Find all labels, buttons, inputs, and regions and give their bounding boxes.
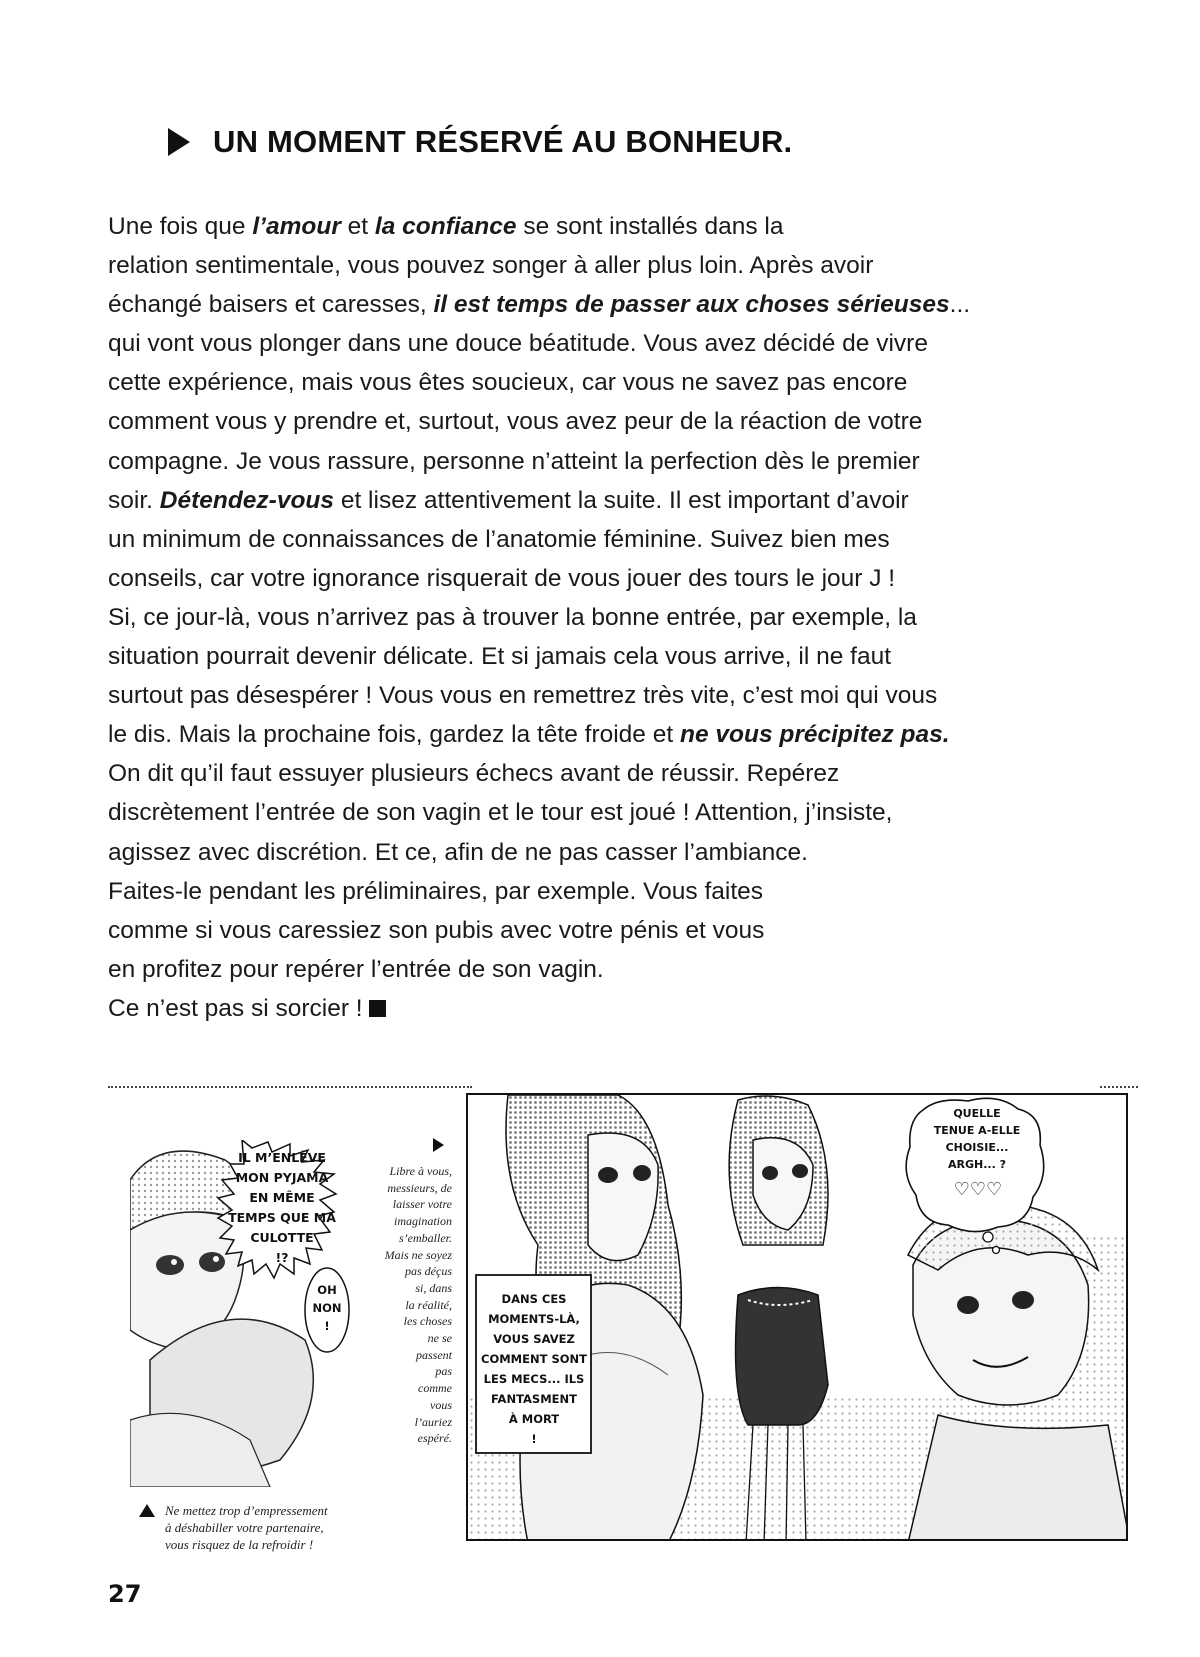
body-text-segment: Si, ce jour-là, vous n’arrivez pas à trouver la bonne entrée, par exemple, la bbox=[108, 603, 917, 631]
body-text-segment: ... bbox=[949, 291, 971, 319]
page-number: 27 bbox=[108, 1580, 142, 1608]
body-line bbox=[108, 285, 1108, 324]
body-line bbox=[108, 363, 1108, 402]
body-text-segment: le dis. Mais la prochaine fois, gardez la tête froide et bbox=[108, 721, 680, 749]
body-text-segment: comment vous y prendre et, surtout, vous avez peur de la réaction de votre bbox=[108, 408, 923, 436]
caption-triangle-icon bbox=[139, 1504, 155, 1517]
body-line bbox=[108, 324, 1108, 363]
narration-box-text: DANS CES MOMENTS-LÀ, VOUS SAVEZ COMMENT SONT LES MECS... ILS FANTASMENT À MORT ! bbox=[481, 1292, 587, 1446]
small-bubble-text: OH NON ! bbox=[312, 1283, 342, 1333]
emphasis-text: ne vous précipitez pas. bbox=[679, 721, 950, 749]
thought-bubble-text: QUELLE TENUE A-ELLE CHOISIE... ARGH... ? bbox=[933, 1107, 1021, 1171]
body-text-segment: soir. bbox=[108, 486, 160, 514]
body-text-segment: et bbox=[340, 213, 375, 240]
right-illustration-panel bbox=[466, 1093, 1128, 1541]
body-line bbox=[108, 950, 1108, 989]
emphasis-text: la confiance bbox=[374, 213, 517, 240]
body-line bbox=[108, 872, 1108, 911]
body-line bbox=[108, 559, 1108, 598]
body-line bbox=[108, 637, 1108, 676]
dotted-divider-left bbox=[108, 1086, 472, 1088]
body-text-segment: relation sentimentale, vous pouvez songer à aller plus loin. Après avoir bbox=[108, 252, 874, 280]
body-line bbox=[108, 833, 1108, 872]
body-line bbox=[108, 207, 1108, 246]
emphasis-text: il est temps de passer aux choses sérieuses bbox=[433, 291, 950, 319]
dotted-divider-right bbox=[1100, 1086, 1138, 1088]
body-text-segment: et lisez attentivement la suite. Il est important d’avoir bbox=[334, 486, 909, 514]
body-line bbox=[108, 402, 1108, 441]
body-line bbox=[108, 598, 1108, 637]
body-line bbox=[108, 989, 1108, 1028]
body-text-segment: cette expérience, mais vous êtes soucieux, car vous ne savez pas encore bbox=[108, 369, 908, 397]
body-line bbox=[108, 793, 1108, 832]
body-text-segment: Ce n’est pas si sorcier ! bbox=[108, 994, 363, 1022]
heading-title: UN MOMENT RÉSERVÉ AU BONHEUR. bbox=[213, 124, 793, 159]
body-line bbox=[108, 715, 1108, 754]
body-text-segment: situation pourrait devenir délicate. Et si jamais cela vous arrive, il ne faut bbox=[108, 643, 892, 671]
body-text-segment: On dit qu’il faut essuyer plusieurs échecs avant de réussir. Repérez bbox=[108, 760, 840, 788]
body-text-segment: compagne. Je vous rassure, personne n’atteint la perfection dès le premier bbox=[108, 447, 920, 475]
body-text-segment: en profitez pour repérer l’entrée de son vagin. bbox=[108, 955, 604, 983]
body-line bbox=[108, 911, 1108, 950]
left-illustration-panel bbox=[130, 1140, 388, 1487]
body-text-segment: Une fois que bbox=[108, 213, 253, 240]
emphasis-text: Détendez-vous bbox=[159, 486, 335, 514]
body-line bbox=[108, 676, 1108, 715]
end-mark-icon bbox=[369, 1000, 386, 1017]
body-text-segment: un minimum de connaissances de l’anatomie féminine. Suivez bien mes bbox=[108, 525, 890, 553]
body-line bbox=[108, 481, 1108, 520]
body-line bbox=[108, 246, 1108, 285]
body-paragraph bbox=[108, 207, 1108, 1028]
body-line bbox=[108, 442, 1108, 481]
section-heading bbox=[168, 124, 1068, 160]
emphasis-text: l’amour bbox=[252, 213, 341, 240]
body-text-segment: agissez avec discrétion. Et ce, afin de ne pas casser l’ambiance. bbox=[108, 838, 808, 866]
body-text-segment: surtout pas désespérer ! Vous vous en remettrez très vite, c’est moi qui vous bbox=[108, 682, 938, 710]
burst-text: IL M’ENLÈVE MON PYJAMA EN MÊME TEMPS QUE MA CULOTTE !? bbox=[228, 1150, 336, 1265]
body-text-segment: conseils, car votre ignorance risquerait de vous jouer des tours le jour J ! bbox=[108, 564, 896, 592]
body-text-segment: comme si vous caressiez son pubis avec votre pénis et vous bbox=[108, 916, 765, 944]
body-text-segment: qui vont vous plonger dans une douce béatitude. Vous avez décidé de vivre bbox=[108, 330, 928, 358]
body-text-segment: échangé baisers et caresses, bbox=[108, 291, 434, 319]
heading-triangle-icon bbox=[168, 128, 190, 156]
body-line bbox=[108, 520, 1108, 559]
hearts-icon: ♡♡♡ bbox=[953, 1179, 1003, 1200]
body-text-segment: Faites-le pendant les préliminaires, par exemple. Vous faites bbox=[108, 877, 764, 905]
body-line bbox=[108, 754, 1108, 793]
body-text-segment: discrètement l’entrée de son vagin et le tour est joué ! Attention, j’insiste, bbox=[108, 799, 893, 827]
image-caption: Ne mettez trop d’empressement à déshabiller votre partenaire, vous risquez de la refroidir ! bbox=[165, 1503, 328, 1552]
body-text-segment: se sont installés dans la bbox=[516, 213, 784, 240]
side-note: Libre à vous, messieurs, de laisser votre imagination s’emballer. Mais ne soyez pas déçus si, dans la réalité, les choses ne se passent pas comme vous l’auriez espéré. bbox=[384, 1164, 452, 1446]
side-note-arrow-icon bbox=[433, 1138, 444, 1152]
